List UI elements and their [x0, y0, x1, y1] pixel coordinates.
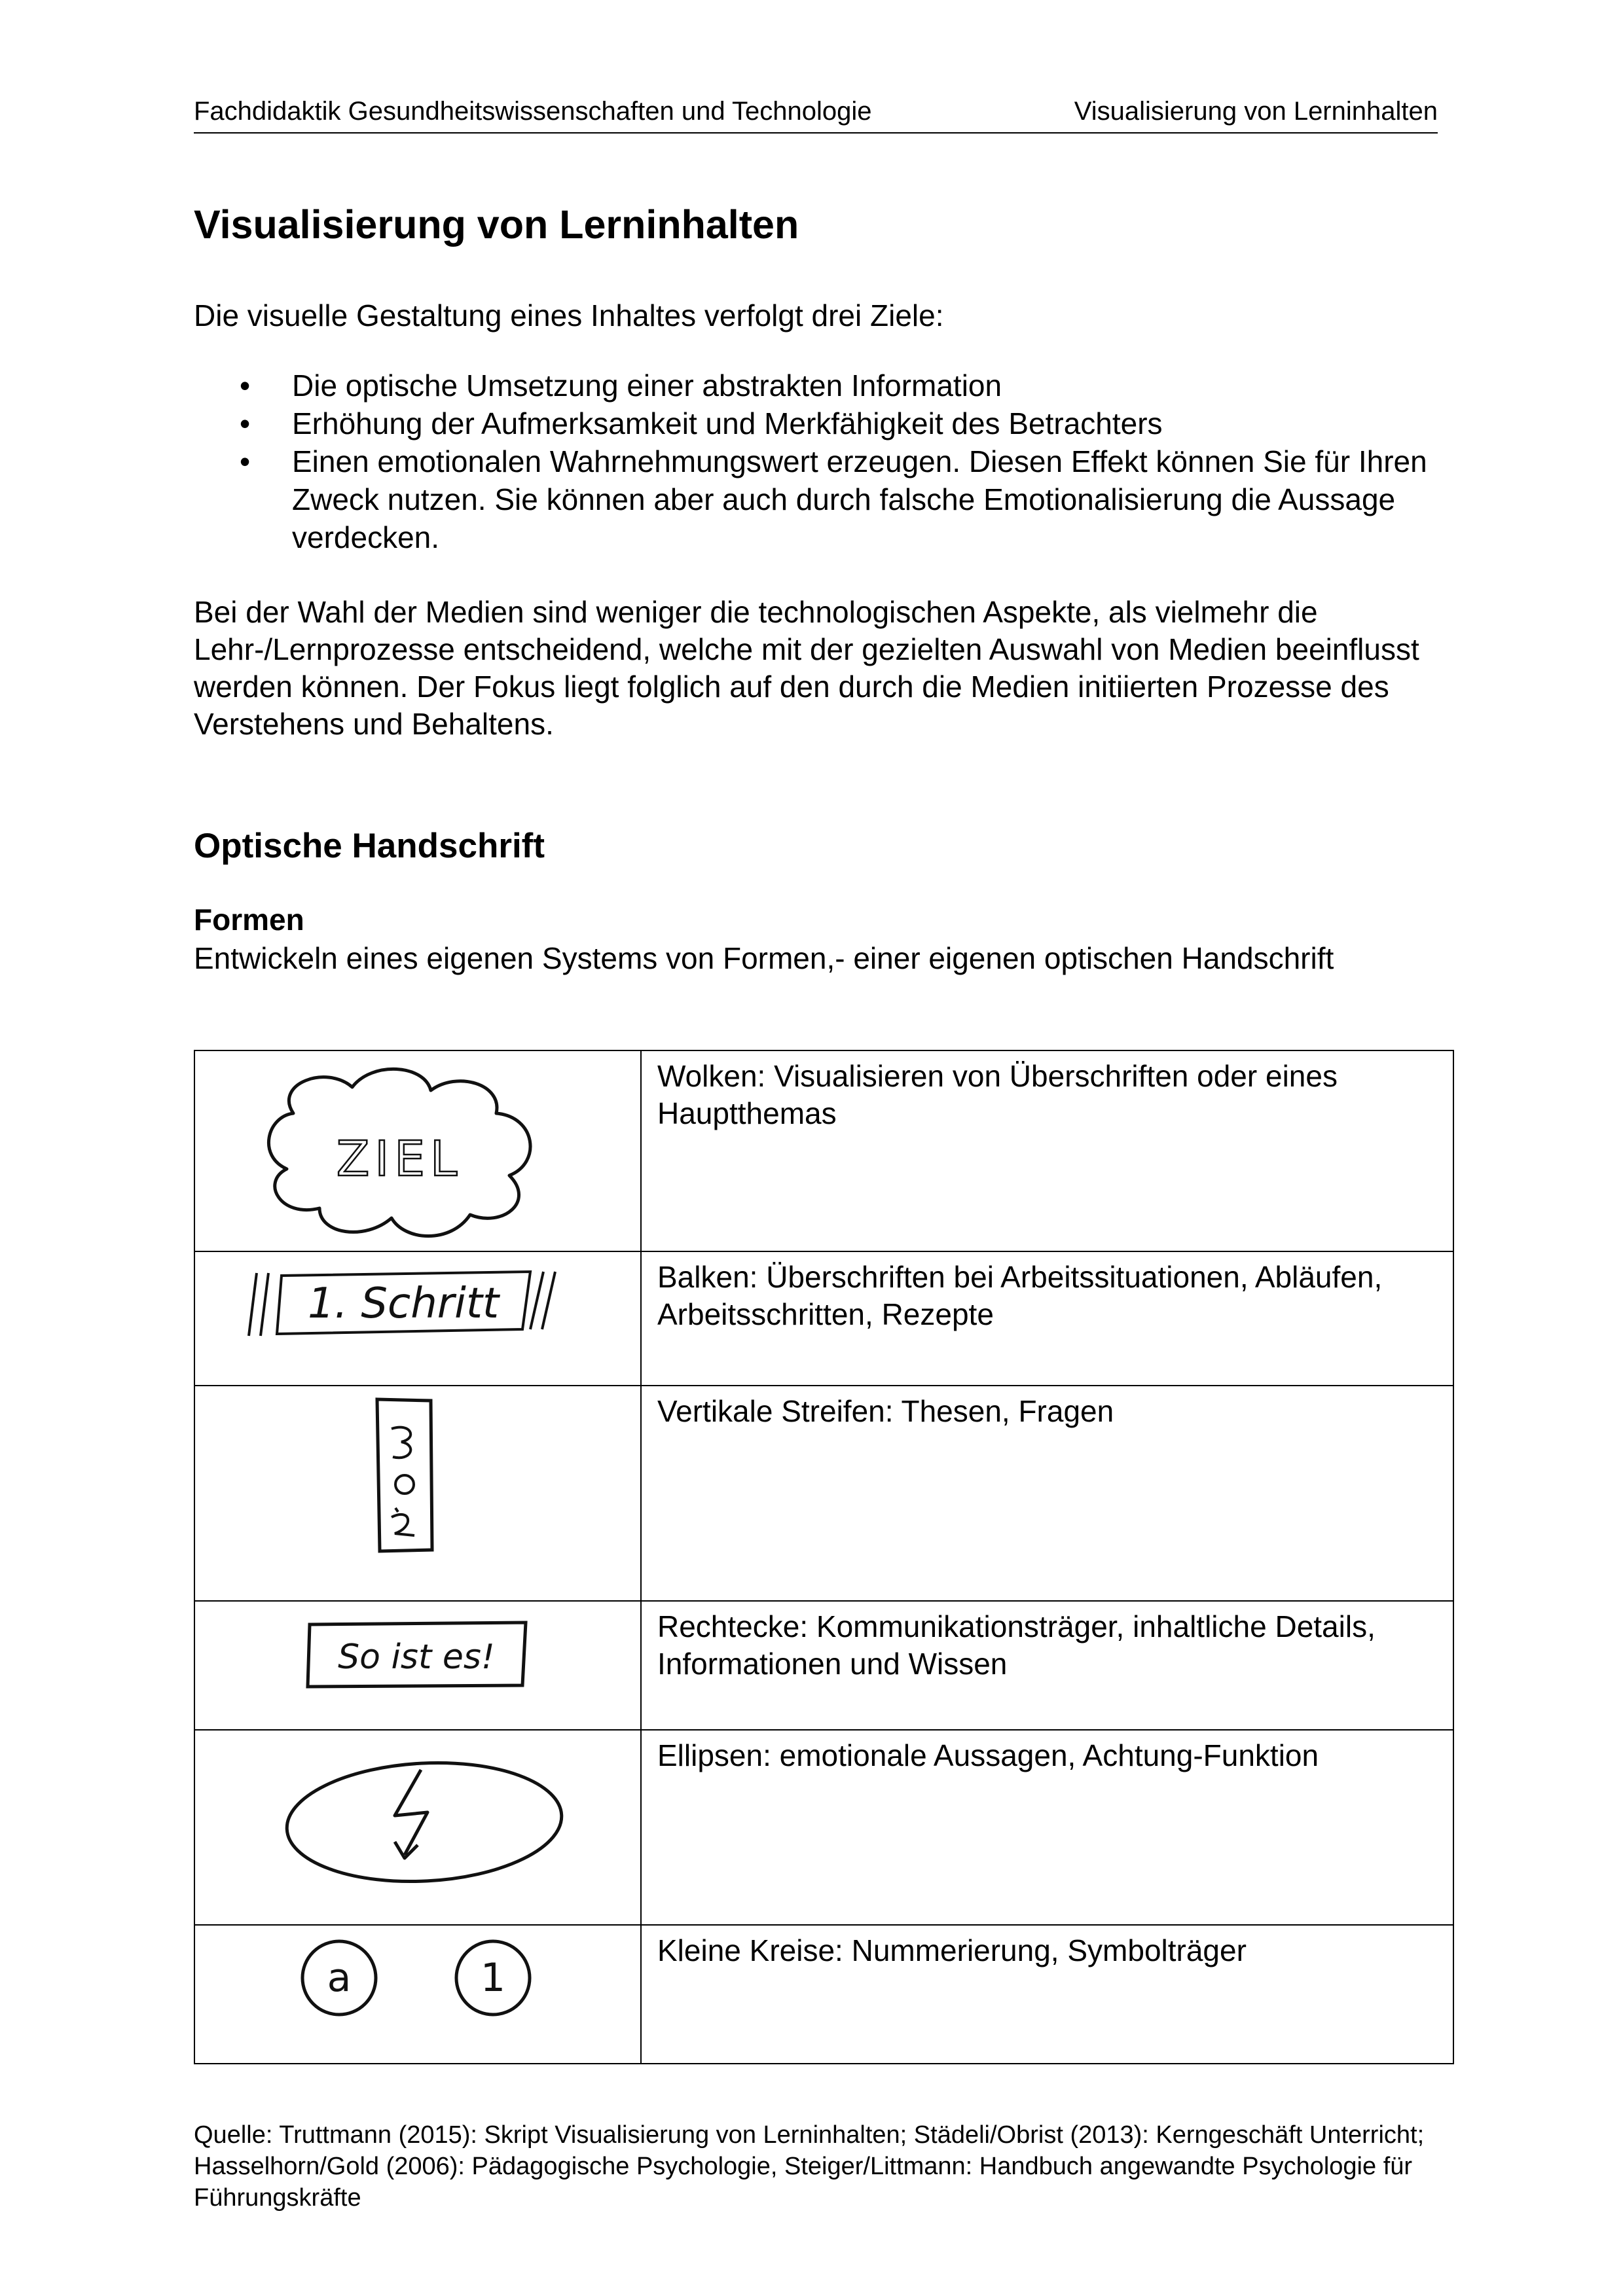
sketch-cell: [194, 1925, 641, 2064]
sketch-cell: [194, 1601, 641, 1730]
source-citation: Quelle: Truttmann (2015): Skript Visualisierung von Lerninhalten; Städeli/Obrist (2013): Kerngeschäft Unterricht; Hasselhorn/Gold (2006): Pädagogische Psychologie, Steiger/Littmann: Handbuch angewandte Psychologie für Führungskräfte: [194, 2121, 1425, 2212]
shape-description: Ellipsen: emotionale Aussagen, Achtung-Funktion: [641, 1730, 1453, 1925]
shape-description: Balken: Überschriften bei Arbeitssituationen, Abläufen, Arbeitsschritten, Rezepte: [641, 1251, 1453, 1386]
header-right: Visualisierung von Lerninhalten: [1074, 97, 1438, 126]
table-row: [194, 1386, 1453, 1601]
circle-sketch-text: 1: [480, 1955, 506, 2001]
sketch-cell: [194, 1251, 641, 1386]
shape-description: Kleine Kreise: Nummerierung, Symbolträger: [641, 1925, 1453, 2064]
shapes-table: [194, 1050, 1454, 2064]
forms-description: Entwickeln eines eigenen Systems von Formen,- einer eigenen optischen Handschrift: [194, 941, 1334, 975]
bar-sketch: [195, 1252, 640, 1385]
media-paragraph: Bei der Wahl der Medien sind weniger die technologischen Aspekte, als vielmehr die Lehr-/Lernprozesse entscheidend, welche mit der gezielten Auswahl von Medien beeinflusst werden können. Der Fokus liegt folglich auf den durch die Medien initiierten Prozesse des Verstehens und Behaltens.: [194, 595, 1419, 741]
ellipse-sketch: [195, 1731, 640, 1924]
bar-sketch-text: 1. Schritt: [307, 1280, 500, 1328]
section-title: Optische Handschrift: [194, 827, 545, 865]
shape-description: Vertikale Streifen: Thesen, Fragen: [641, 1386, 1453, 1601]
sketch-cell: [194, 1050, 641, 1251]
subsection-title: Formen: [194, 903, 304, 937]
header-left: Fachdidaktik Gesundheitswissenschaften und Technologie: [194, 97, 872, 126]
intro-text: Die visuelle Gestaltung eines Inhaltes verfolgt drei Ziele:: [194, 298, 944, 332]
page-title: Visualisierung von Lerninhalten: [194, 202, 799, 247]
sketch-cell: [194, 1386, 641, 1601]
shape-description: Wolken: Visualisieren von Überschriften oder eines Hauptthemas: [641, 1050, 1453, 1251]
table-row: [194, 1730, 1453, 1925]
sketch-cell: [194, 1730, 641, 1925]
cloud-sketch: [195, 1051, 640, 1251]
cloud-sketch-text: ZIEL: [336, 1131, 463, 1187]
goals-list: [194, 367, 1438, 556]
rectangle-sketch: [195, 1602, 640, 1729]
table-row: [194, 1050, 1453, 1251]
goal-item: • Erhöhung der Aufmerksamkeit und Merkfähigkeit des Betrachters: [194, 404, 1438, 442]
table-row: [194, 1601, 1453, 1730]
small-circles-sketch: [195, 1926, 640, 2063]
goal-item: • Einen emotionalen Wahrnehmungswert erzeugen. Diesen Effekt können Sie für Ihren Zweck nutzen. Sie können aber auch durch falsche Emotionalisierung die Aussage verdecken.: [194, 442, 1438, 556]
circle-sketch-text: a: [327, 1955, 352, 2001]
shape-description: Rechtecke: Kommunikationsträger, inhaltliche Details, Informationen und Wissen: [641, 1601, 1453, 1730]
goal-item: • Die optische Umsetzung einer abstrakten Information: [194, 367, 1438, 404]
rectangle-sketch-text: So ist es!: [338, 1638, 495, 1677]
table-row: [194, 1925, 1453, 2064]
vertical-strip-sketch: [195, 1386, 640, 1600]
page-header: [194, 96, 1438, 134]
table-row: [194, 1251, 1453, 1386]
